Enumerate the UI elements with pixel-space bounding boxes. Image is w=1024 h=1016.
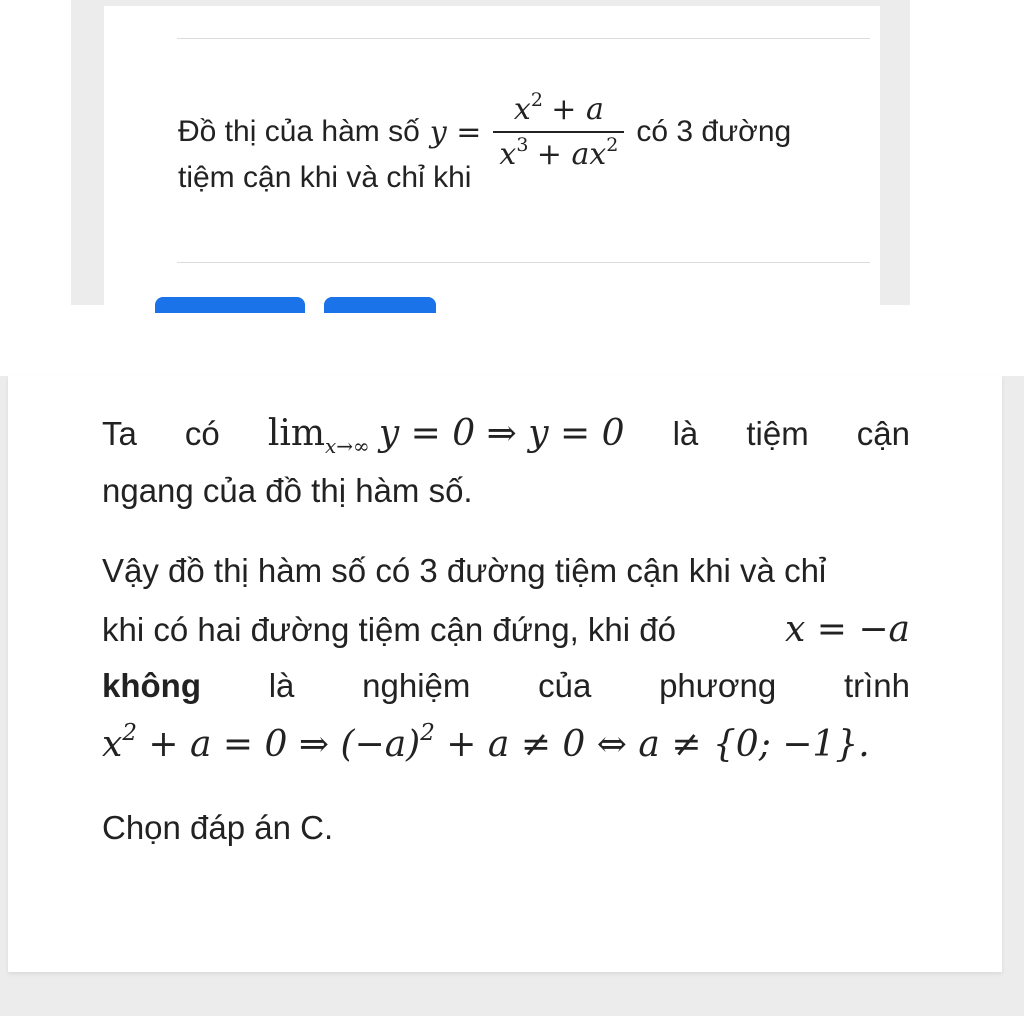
question-line-1	[178, 89, 792, 172]
answer-tab-button[interactable]	[155, 297, 305, 313]
answer-tab-button[interactable]	[324, 297, 436, 313]
solution-paragraph-1-line-1: Ta có $\lim_{x\to\infty} y = 0$ ⇒ y = 0 là tiệm cận	[102, 413, 910, 458]
solution-paragraph-2-line-2: khi có hai đường tiệm cận đứng, khi đó x = −a	[102, 609, 910, 650]
question-fraction	[493, 89, 624, 172]
question-text-after: có 3 đường	[636, 115, 792, 148]
question-text-before: Đồ thị của hàm số	[178, 115, 420, 148]
solution-answer: Chọn đáp án C.	[102, 809, 334, 846]
divider	[177, 38, 870, 39]
solution-paragraph-2-line-3: không là nghiệm của phương trình	[102, 667, 910, 704]
limit-expression: $\lim_{x\to\infty} y = 0$ ⇒ y = 0	[267, 413, 625, 458]
divider	[177, 262, 870, 263]
solution-paragraph-1-line-2: ngang của đồ thị hàm số.	[102, 472, 473, 509]
solution-paragraph-2-line-1: Vậy đồ thị hàm số có 3 đường tiệm cận khi và chỉ	[102, 552, 827, 589]
question-card	[71, 0, 910, 305]
solution-equation: $x^2 + a = 0$ ⇒ $(-a)^2 + a \ne 0$ ⇔ a ≠ {0; −1}.	[102, 720, 870, 765]
fraction-denominator: $x^3 + ax^2$	[499, 134, 619, 172]
fraction-numerator: $x^2 + a$	[513, 89, 604, 127]
question-line-2: tiệm cận khi và chỉ khi	[178, 161, 472, 194]
question-y-equals: y =	[429, 114, 482, 150]
question-card-inner	[104, 6, 880, 305]
